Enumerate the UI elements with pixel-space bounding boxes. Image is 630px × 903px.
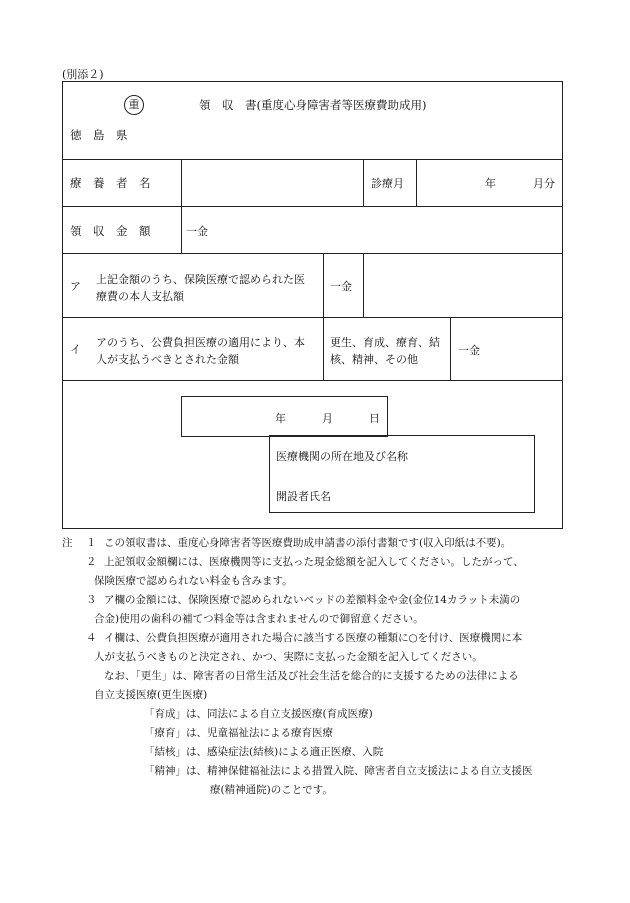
stamp-icon: 重: [124, 95, 144, 115]
note-4-text-line6: 「療育」は、児童福祉法による療育医療: [144, 727, 333, 739]
prefecture-label: 徳 島 県: [70, 128, 128, 142]
month-suffix: 月分: [533, 177, 555, 190]
row-a-text-line2: 療費の本人支払額: [96, 290, 184, 303]
note-3-text-line1: ア欄の金額には、保険医療で認められないベッドの差額料金や金(金位14カラット未満の: [104, 594, 521, 606]
medical-type-options-line2[interactable]: 核、精神、その他: [330, 353, 418, 366]
patient-name-field[interactable]: [184, 162, 360, 204]
note-1-text: この領収書は、重度心身障害者等医療費助成申請書の添付書類です(収入印紙は不要)。: [104, 537, 512, 549]
amount-label: 領 収 金 額: [70, 224, 151, 238]
divider: [62, 159, 563, 160]
divider: [450, 317, 451, 380]
note-2-number: ２: [86, 556, 97, 568]
divider: [323, 253, 324, 380]
date-year-label: 年: [275, 412, 286, 425]
date-month-label: 月: [322, 412, 333, 425]
row-a-amount-prefix: 一金: [330, 280, 352, 293]
note-4-text-line1: イ欄は、公費負担医療が適用された場合に該当する医療の種類に○を付け、医療機関に本: [104, 632, 523, 644]
medical-type-options-line1[interactable]: 更生、育成、療育、結: [330, 336, 440, 349]
row-i-text-line2: 人が支払うべきとされた金額: [96, 353, 239, 366]
form-title: 領 収 書(重度心身障害者等医療費助成用): [199, 98, 427, 112]
divider: [181, 159, 182, 253]
founder-label: 開設者氏名: [276, 490, 331, 503]
note-4-text-line7: 「結核」は、感染症法(結核)による適正医療、入院: [144, 746, 384, 758]
divider: [62, 380, 563, 381]
divider: [62, 253, 563, 254]
treatment-month-label: 診療月: [371, 177, 404, 190]
row-i-amount-prefix: 一金: [458, 344, 480, 357]
note-1-number: １: [86, 537, 97, 549]
patient-name-label: 療 養 者 名: [70, 176, 151, 190]
divider: [363, 253, 364, 317]
note-4-text-line4: 自立支援医療(更生医療): [94, 689, 208, 701]
divider: [62, 317, 563, 318]
institution-label: 医療機関の所在地及び名称: [276, 450, 408, 463]
divider: [363, 159, 364, 206]
note-4-number: ４: [86, 632, 97, 644]
year-suffix: 年: [485, 177, 496, 190]
amount-prefix: 一金: [186, 225, 208, 238]
note-4-text-line9: 療(精神通院)のことです。: [210, 784, 333, 796]
date-day-label: 日: [369, 412, 380, 425]
row-i-text-line1: アのうち、公費負担医療の適用により、本: [96, 336, 305, 349]
divider: [416, 159, 417, 206]
note-4-text-line5: 「育成」は、同法による自立支援医療(育成医療): [144, 708, 373, 720]
note-4-text-line8: 「精神」は、精神保健福祉法による措置入院、障害者自立支援法による自立支援医: [144, 765, 533, 777]
note-2-text-line1: 上記領収金額欄には、医療機関等に支払った現金総額を記入してください。したがって、: [104, 556, 524, 568]
notes-header: 注: [62, 537, 73, 549]
row-a-text-line1: 上記金額のうち、保険医療で認められた医: [96, 273, 305, 286]
attachment-label: (別添２): [62, 68, 104, 81]
row-a-mark: ア: [70, 280, 81, 293]
row-i-mark: イ: [70, 343, 81, 356]
notes-section: [62, 534, 582, 800]
amount-field[interactable]: [212, 210, 557, 250]
note-4-text-line3: なお、「更生」は、障害者の日常生活及び社会生活を総合的に支援するための法律による: [104, 670, 519, 682]
note-3-number: ３: [86, 594, 97, 606]
divider: [62, 206, 563, 207]
note-3-text-line2: 合金)使用の歯科の補てつ料金等は含まれませんので御留意ください。: [94, 613, 424, 625]
note-4-text-line2: 人が支払うべきものと決定され、かつ、実際に支払った金額を記入してください。: [94, 651, 483, 663]
note-2-text-line2: 保険医療で認められない料金も含みます。: [94, 575, 293, 587]
